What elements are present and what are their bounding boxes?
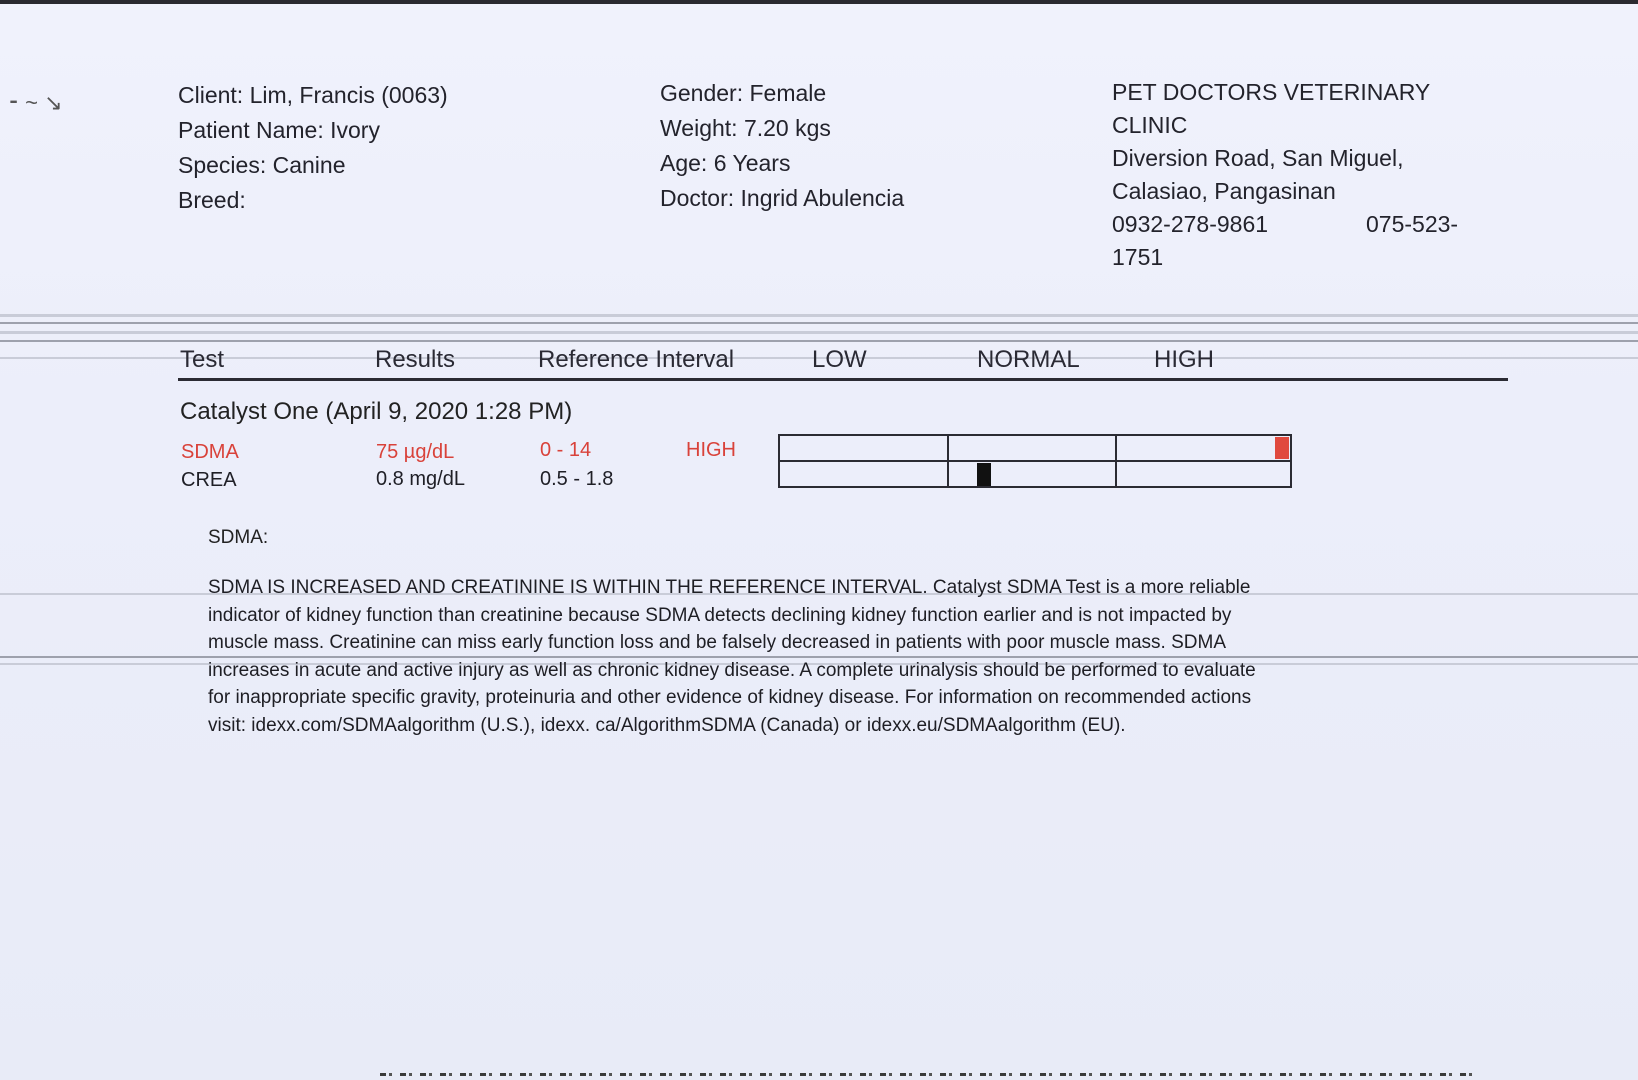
patient-info xyxy=(178,78,448,218)
client-field: Client: Lim, Francis (0063) xyxy=(178,82,448,108)
patient-name-field: Patient Name: Ivory xyxy=(178,117,380,143)
clinic-phone-row xyxy=(1112,208,1492,241)
clinic-phone2-part1: 075-523- xyxy=(1366,211,1459,237)
header-low: LOW xyxy=(812,346,867,373)
row-result: 75 µg/dL xyxy=(376,441,455,463)
row-test: CREA xyxy=(181,469,237,491)
range-bar-normal-high-divider xyxy=(1115,436,1117,486)
header-test: Test xyxy=(180,346,225,373)
age-field: Age: 6 Years xyxy=(660,150,791,176)
range-bar-row-divider xyxy=(780,460,1290,462)
header-rule xyxy=(178,378,1508,381)
row-reference: 0 - 14 xyxy=(540,439,592,461)
clinic-address-line2: Calasiao, Pangasinan xyxy=(1112,178,1336,204)
panel-title: Catalyst One (April 9, 2020 1:28 PM) xyxy=(180,398,573,425)
header-results: Results xyxy=(375,346,456,373)
row-flag: HIGH xyxy=(686,439,736,461)
header-high: HIGH xyxy=(1154,346,1214,373)
range-bar xyxy=(778,434,1292,488)
row-result: 0.8 mg/dL xyxy=(376,468,465,490)
weight-field: Weight: 7.20 kgs xyxy=(660,115,831,141)
top-edge xyxy=(0,0,1638,4)
note-body: SDMA IS INCREASED AND CREATININE IS WITHIN THE REFERENCE INTERVAL. Catalyst SDMA Test is a more reliable indicator of kidney function than creatinine because SDMA detects declining kidney function earlier and is not impacted by muscle mass. Creatinine can miss early function loss and be falsely decreased in patients with poor muscle mass. SDMA increases in acute and active injury as well as chronic kidney disease. A complete urinalysis should be performed to evaluate for inappropriate specific gravity, proteinuria and other evidence of kidney disease. For information on recommended actions visit: idexx.com/SDMAalgorithm (U.S.), idexx. ca/AlgorithmSDMA (Canada) or idexx.eu/SDMAalgorithm (EU). xyxy=(208,577,1256,736)
note-title: SDMA: xyxy=(208,527,269,548)
row-test: SDMA xyxy=(181,441,239,463)
scan-line xyxy=(0,314,1638,317)
crea-result-marker xyxy=(977,463,991,486)
scan-line xyxy=(0,322,1638,324)
header-normal: NORMAL xyxy=(977,346,1080,373)
clinic-info xyxy=(1112,76,1492,274)
doctor-field: Doctor: Ingrid Abulencia xyxy=(660,185,905,211)
gender-field: Gender: Female xyxy=(660,80,827,106)
species-field: Species: Canine xyxy=(178,152,346,178)
pen-mark: ⁃ ~ ↘ xyxy=(8,90,63,115)
sdma-result-marker xyxy=(1275,437,1289,459)
bottom-edge-noise xyxy=(380,1073,1480,1076)
clinic-phone2-part2: 1751 xyxy=(1112,244,1164,270)
clinic-address-line1: Diversion Road, San Miguel, xyxy=(1112,145,1404,171)
range-bar-low-normal-divider xyxy=(947,436,949,486)
scan-line xyxy=(0,340,1638,342)
row-reference: 0.5 - 1.8 xyxy=(540,468,614,490)
clinic-name-line2: CLINIC xyxy=(1112,112,1188,138)
scan-line xyxy=(0,331,1638,334)
header-reference: Reference Interval xyxy=(538,346,735,373)
clinic-name-line1: PET DOCTORS VETERINARY xyxy=(1112,79,1431,105)
clinic-phone1: 0932-278-9861 xyxy=(1112,211,1269,237)
breed-field: Breed: xyxy=(178,187,246,213)
patient-details xyxy=(660,76,904,216)
